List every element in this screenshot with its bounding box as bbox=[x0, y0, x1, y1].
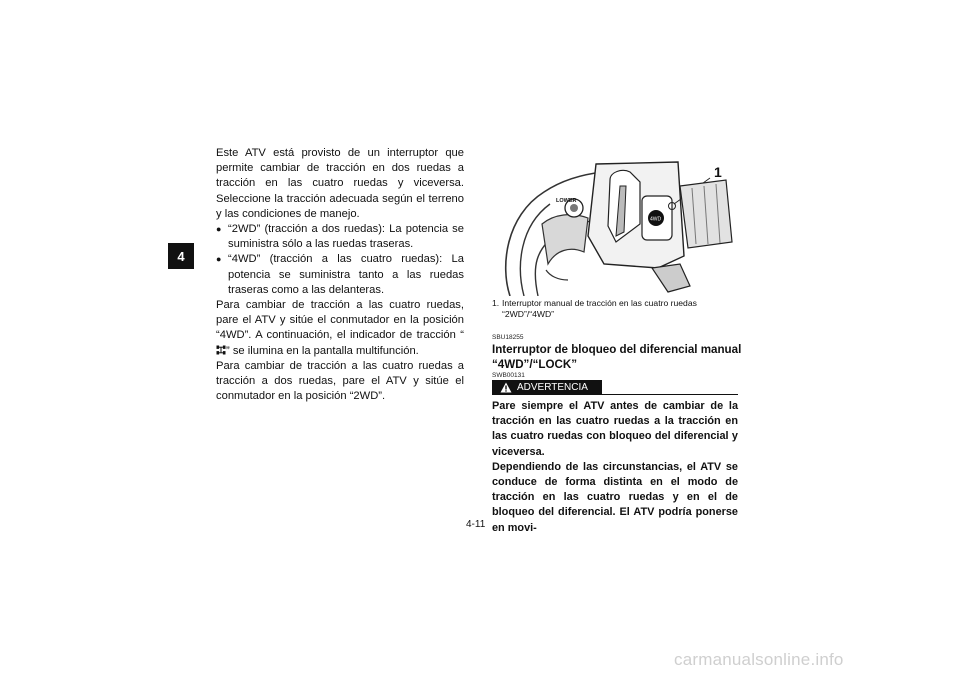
switch-to-4wd-paragraph bbox=[216, 298, 464, 359]
lower-switch-label: LOWER bbox=[556, 198, 577, 204]
section-heading bbox=[492, 343, 742, 372]
intro-paragraph: Este ATV está provisto de un interruptor que permite cambiar de tracción en dos ruedas a tracción en las cuatro ruedas y viceversa. Seleccione la tracción adecuada según el terreno y las condiciones de manejo. bbox=[216, 147, 464, 220]
paragraph-text: ” se ilumina en la pantalla multifunción. bbox=[226, 344, 419, 357]
bullet-text: “4WD” (tracción a las cuatro ruedas): La potencia se suministra tanto a las ruedas traseras como a las delanteras. bbox=[228, 253, 464, 296]
watermark: carmanualsonline.info bbox=[674, 650, 844, 669]
4wd-indicator-icon bbox=[216, 345, 226, 355]
figure-caption bbox=[492, 298, 742, 320]
svg-text:4WD: 4WD bbox=[650, 216, 662, 223]
paragraph-text: Para cambiar de tracción a las cuatro ruedas, pare el ATV y sitúe el conmutador en la posición “4WD”. A continuación, el indicador de tracción “ bbox=[216, 299, 464, 342]
bullet-item-2wd bbox=[216, 222, 464, 252]
warning-badge bbox=[492, 380, 602, 395]
handlebar-switch-illustration bbox=[492, 156, 738, 296]
warning-body bbox=[492, 399, 738, 536]
warning-paragraph: Dependiendo de las circunstancias, el ATV se conduce de forma distinta en el modo de tracción en las cuatro ruedas y en el de bloqueo del diferencial. El ATV podría ponerse en movi- bbox=[492, 460, 738, 534]
warning-badge-label: ADVERTENCIA bbox=[517, 382, 588, 393]
caption-line: Interruptor manual de tracción en las cuatro ruedas bbox=[502, 298, 697, 308]
bullet-icon: ● bbox=[216, 254, 222, 265]
page-number: 4-11 bbox=[466, 519, 486, 530]
heading-line: “4WD”/“LOCK” bbox=[492, 357, 578, 371]
chapter-tab-number: 4 bbox=[177, 248, 185, 264]
caption-line: “2WD”/“4WD” bbox=[502, 309, 555, 319]
switch-to-2wd-paragraph: Para cambiar de tracción a las cuatro ruedas a tracción a dos ruedas, pare el ATV y sitúe el conmutador en la posición “2WD”. bbox=[216, 359, 464, 403]
section-code: SBU18255 bbox=[492, 334, 524, 341]
warning-code: SWB00131 bbox=[492, 372, 525, 379]
caption-number: 1. bbox=[492, 298, 500, 308]
heading-line: Interruptor de bloqueo del diferencial manual bbox=[492, 343, 742, 356]
warning-triangle-icon bbox=[500, 382, 512, 393]
chapter-tab bbox=[168, 243, 194, 269]
bullet-text: “2WD” (tracción a dos ruedas): La potencia se suministra sólo a las ruedas traseras. bbox=[228, 223, 464, 251]
warning-paragraph: Pare siempre el ATV antes de cambiar de la tracción en las cuatro ruedas a la tracción en las cuatro ruedas con bloqueo del diferencial y viceversa. bbox=[492, 400, 738, 458]
left-column bbox=[216, 146, 464, 404]
bullet-item-4wd bbox=[216, 252, 464, 298]
bullet-icon: ● bbox=[216, 224, 222, 235]
figure-callout-number: 1 bbox=[714, 164, 722, 180]
warning-rule bbox=[602, 394, 738, 395]
